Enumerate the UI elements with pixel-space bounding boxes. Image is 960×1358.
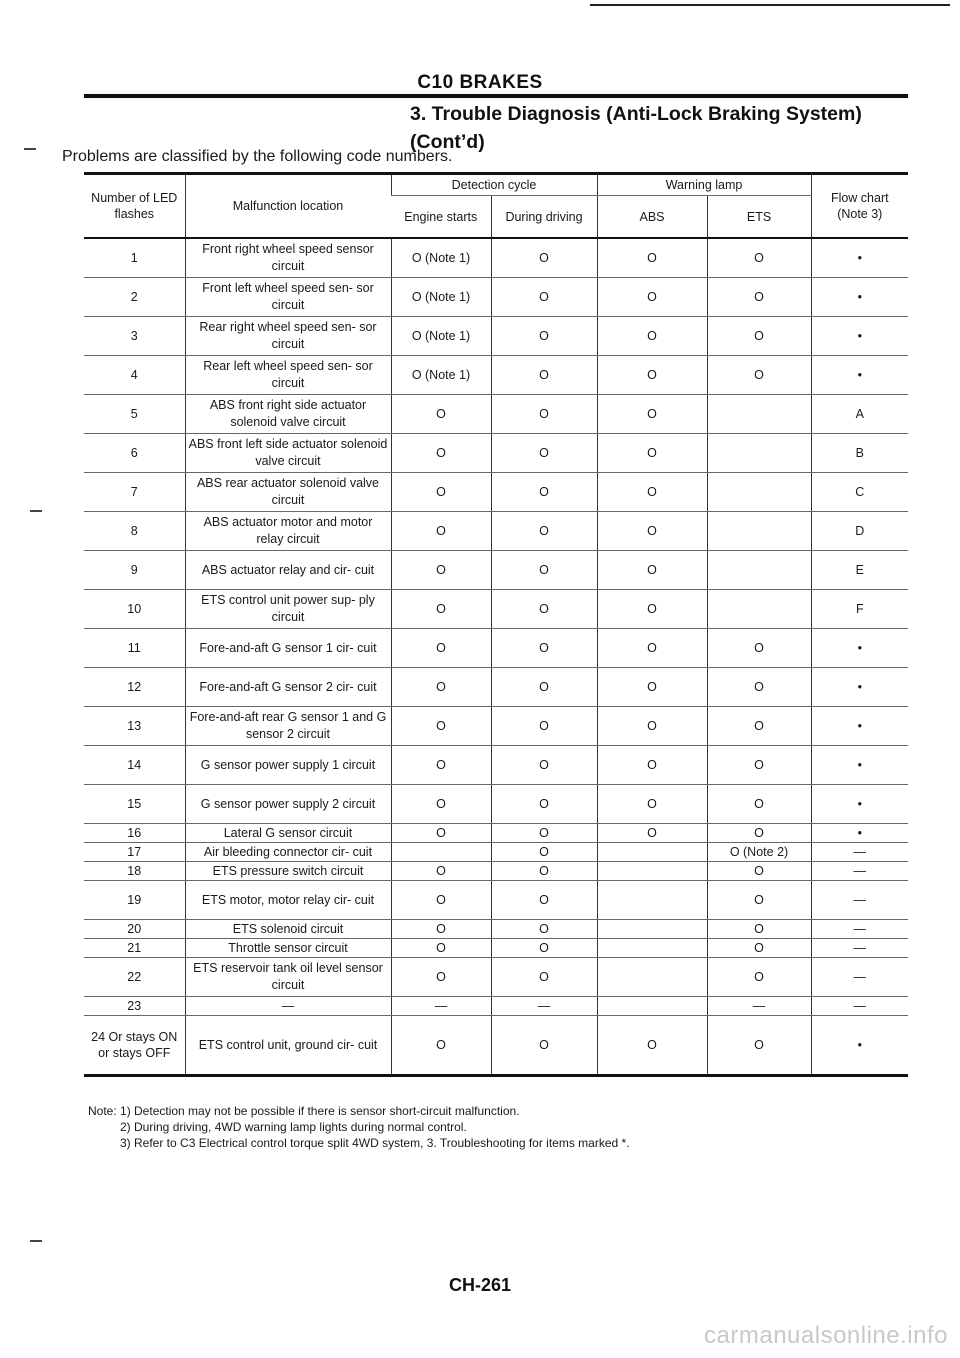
abs-lamp-cell: O	[597, 1016, 707, 1076]
during-driving-cell: O	[491, 668, 597, 707]
engine-starts-cell: O	[391, 551, 491, 590]
table-row	[84, 629, 908, 668]
engine-starts-cell: O	[391, 824, 491, 843]
header-during-driving: During driving	[491, 196, 597, 239]
ets-lamp-cell: O	[707, 785, 811, 824]
table-row	[84, 843, 908, 862]
engine-starts-cell: O (Note 1)	[391, 238, 491, 278]
engine-starts-cell: O	[391, 395, 491, 434]
during-driving-cell: O	[491, 881, 597, 920]
malfunction-location-cell: ABS actuator relay and cir- cuit	[185, 551, 391, 590]
header-malfunction-location: Malfunction location	[185, 174, 391, 239]
during-driving-cell: O	[491, 512, 597, 551]
led-flash-count-cell: 2	[84, 278, 185, 317]
engine-starts-cell: O	[391, 512, 491, 551]
table-row	[84, 395, 908, 434]
led-flash-count-cell: 10	[84, 590, 185, 629]
ets-lamp-cell: O	[707, 668, 811, 707]
engine-starts-cell: O	[391, 473, 491, 512]
flow-chart-cell: —	[811, 862, 908, 881]
during-driving-cell: O	[491, 395, 597, 434]
engine-starts-cell	[391, 843, 491, 862]
engine-starts-cell: O	[391, 785, 491, 824]
note-2: 2) During driving, 4WD warning lamp lights during normal control.	[120, 1120, 467, 1134]
engine-starts-cell: O	[391, 939, 491, 958]
led-flash-count-cell: 8	[84, 512, 185, 551]
ets-lamp-cell: O	[707, 746, 811, 785]
flow-chart-cell: —	[811, 843, 908, 862]
engine-starts-cell: O	[391, 1016, 491, 1076]
ets-lamp-cell: O	[707, 1016, 811, 1076]
during-driving-cell: O	[491, 824, 597, 843]
header-flow-chart: Flow chart (Note 3)	[811, 174, 908, 239]
led-flash-count-cell: 14	[84, 746, 185, 785]
during-driving-cell: O	[491, 958, 597, 997]
malfunction-location-cell: Fore-and-aft G sensor 1 cir- cuit	[185, 629, 391, 668]
flow-chart-cell: •	[811, 356, 908, 395]
table-row	[84, 824, 908, 843]
led-flash-count-cell: 6	[84, 434, 185, 473]
malfunction-location-cell: Lateral G sensor circuit	[185, 824, 391, 843]
flow-chart-cell: •	[811, 824, 908, 843]
led-flash-count-cell: 11	[84, 629, 185, 668]
ets-lamp-cell: O	[707, 278, 811, 317]
malfunction-location-cell: G sensor power supply 1 circuit	[185, 746, 391, 785]
abs-lamp-cell: O	[597, 434, 707, 473]
malfunction-location-cell: Front left wheel speed sen- sor circuit	[185, 278, 391, 317]
ets-lamp-cell: O	[707, 920, 811, 939]
flow-chart-cell: •	[811, 707, 908, 746]
led-flash-count-cell: 13	[84, 707, 185, 746]
ets-lamp-cell: O	[707, 629, 811, 668]
led-flash-count-cell: 20	[84, 920, 185, 939]
during-driving-cell: O	[491, 434, 597, 473]
abs-lamp-cell: O	[597, 746, 707, 785]
header-led-flashes: Number of LED flashes	[84, 174, 185, 239]
malfunction-location-cell: ETS control unit power sup- ply circuit	[185, 590, 391, 629]
table-row	[84, 997, 908, 1016]
flow-chart-cell: E	[811, 551, 908, 590]
abs-lamp-cell	[597, 862, 707, 881]
abs-lamp-cell	[597, 939, 707, 958]
during-driving-cell: —	[491, 997, 597, 1016]
abs-lamp-cell	[597, 997, 707, 1016]
flow-chart-cell: —	[811, 958, 908, 997]
led-flash-count-cell: 23	[84, 997, 185, 1016]
table-row	[84, 1016, 908, 1076]
flow-chart-cell: •	[811, 785, 908, 824]
table-row	[84, 746, 908, 785]
led-flash-count-cell: 1	[84, 238, 185, 278]
top-edge-line	[590, 4, 950, 6]
abs-lamp-cell: O	[597, 278, 707, 317]
header-ets: ETS	[707, 196, 811, 239]
abs-lamp-cell: O	[597, 824, 707, 843]
flow-chart-cell: •	[811, 629, 908, 668]
flow-chart-cell: •	[811, 746, 908, 785]
ets-lamp-cell: O	[707, 317, 811, 356]
abs-lamp-cell: O	[597, 785, 707, 824]
malfunction-location-cell: ABS actuator motor and motor relay circuit	[185, 512, 391, 551]
flow-chart-cell: D	[811, 512, 908, 551]
abs-lamp-cell: O	[597, 590, 707, 629]
led-flash-count-cell: 18	[84, 862, 185, 881]
malfunction-location-cell: ETS solenoid circuit	[185, 920, 391, 939]
flow-chart-cell: A	[811, 395, 908, 434]
intro-text: Problems are classified by the following code numbers.	[62, 148, 453, 165]
malfunction-location-cell: Throttle sensor circuit	[185, 939, 391, 958]
led-flash-count-cell: 19	[84, 881, 185, 920]
led-flash-count-cell: 12	[84, 668, 185, 707]
ets-lamp-cell	[707, 551, 811, 590]
during-driving-cell: O	[491, 356, 597, 395]
led-flash-count-cell: 16	[84, 824, 185, 843]
abs-lamp-cell	[597, 958, 707, 997]
flow-chart-cell: C	[811, 473, 908, 512]
header-detection-cycle: Detection cycle	[391, 174, 597, 196]
led-flash-count-cell: 21	[84, 939, 185, 958]
page-number: CH-261	[448, 1275, 512, 1295]
ets-lamp-cell: O	[707, 958, 811, 997]
engine-starts-cell: O	[391, 862, 491, 881]
header-engine-starts: Engine starts	[391, 196, 491, 239]
malfunction-location-cell: ETS control unit, ground cir- cuit	[185, 1016, 391, 1076]
malfunction-location-cell: Air bleeding connector cir- cuit	[185, 843, 391, 862]
ets-lamp-cell	[707, 590, 811, 629]
engine-starts-cell: O	[391, 746, 491, 785]
table-row	[84, 920, 908, 939]
ets-lamp-cell	[707, 473, 811, 512]
led-flash-count-cell: 17	[84, 843, 185, 862]
watermark: carmanualsonline.info	[704, 1322, 948, 1349]
flow-chart-cell: •	[811, 317, 908, 356]
table-row	[84, 317, 908, 356]
malfunction-location-cell: Fore-and-aft G sensor 2 cir- cuit	[185, 668, 391, 707]
engine-starts-cell: O	[391, 668, 491, 707]
during-driving-cell: O	[491, 1016, 597, 1076]
abs-lamp-cell: O	[597, 317, 707, 356]
ets-lamp-cell	[707, 395, 811, 434]
engine-starts-cell: O	[391, 707, 491, 746]
engine-starts-cell: —	[391, 997, 491, 1016]
malfunction-location-cell: ETS pressure switch circuit	[185, 862, 391, 881]
during-driving-cell: O	[491, 862, 597, 881]
table-row	[84, 707, 908, 746]
table-row	[84, 958, 908, 997]
ets-lamp-cell	[707, 434, 811, 473]
table-row	[84, 473, 908, 512]
engine-starts-cell: O	[391, 629, 491, 668]
ets-lamp-cell: O (Note 2)	[707, 843, 811, 862]
margin-mark	[30, 510, 42, 512]
note-1: Note: 1) Detection may not be possible if there is sensor short-circuit malfunction.	[88, 1104, 520, 1118]
flow-chart-cell: —	[811, 939, 908, 958]
flow-chart-cell: B	[811, 434, 908, 473]
during-driving-cell: O	[491, 317, 597, 356]
code-rows	[84, 238, 908, 1076]
abs-lamp-cell	[597, 843, 707, 862]
header-warning-lamp: Warning lamp	[597, 174, 811, 196]
led-flash-count-cell: 7	[84, 473, 185, 512]
during-driving-cell: O	[491, 238, 597, 278]
table-row	[84, 862, 908, 881]
malfunction-location-cell: Fore-and-aft rear G sensor 1 and G sensor 2 circuit	[185, 707, 391, 746]
engine-starts-cell: O	[391, 920, 491, 939]
ets-lamp-cell: O	[707, 238, 811, 278]
abs-lamp-cell: O	[597, 238, 707, 278]
ets-lamp-cell: O	[707, 707, 811, 746]
page-subtitle	[410, 100, 930, 156]
malfunction-location-cell: Front right wheel speed sensor circuit	[185, 238, 391, 278]
table-row	[84, 939, 908, 958]
flow-chart-cell: •	[811, 668, 908, 707]
section-title: C10 BRAKES	[417, 72, 543, 93]
malfunction-location-cell: —	[185, 997, 391, 1016]
flow-chart-cell: •	[811, 278, 908, 317]
flow-chart-cell: —	[811, 881, 908, 920]
malfunction-location-cell: Rear right wheel speed sen- sor circuit	[185, 317, 391, 356]
malfunction-location-cell: ABS front left side actuator solenoid valve circuit	[185, 434, 391, 473]
engine-starts-cell: O	[391, 434, 491, 473]
engine-starts-cell: O	[391, 881, 491, 920]
diagnosis-code-table	[84, 172, 908, 1077]
title-rule	[84, 94, 908, 98]
engine-starts-cell: O (Note 1)	[391, 278, 491, 317]
ets-lamp-cell: O	[707, 824, 811, 843]
table-row	[84, 356, 908, 395]
table-row	[84, 512, 908, 551]
led-flash-count-cell: 24 Or stays ON or stays OFF	[84, 1016, 185, 1076]
table-row	[84, 785, 908, 824]
header-abs: ABS	[597, 196, 707, 239]
ets-lamp-cell: O	[707, 881, 811, 920]
flow-chart-cell: •	[811, 238, 908, 278]
engine-starts-cell: O (Note 1)	[391, 356, 491, 395]
during-driving-cell: O	[491, 551, 597, 590]
malfunction-location-cell: ETS reservoir tank oil level sensor circuit	[185, 958, 391, 997]
flow-chart-cell: —	[811, 920, 908, 939]
abs-lamp-cell: O	[597, 668, 707, 707]
abs-lamp-cell: O	[597, 395, 707, 434]
table-row	[84, 668, 908, 707]
abs-lamp-cell: O	[597, 512, 707, 551]
ets-lamp-cell: O	[707, 356, 811, 395]
led-flash-count-cell: 9	[84, 551, 185, 590]
during-driving-cell: O	[491, 278, 597, 317]
ets-lamp-cell	[707, 512, 811, 551]
table-row	[84, 551, 908, 590]
ets-lamp-cell: O	[707, 862, 811, 881]
notes	[88, 1103, 908, 1151]
table-row	[84, 434, 908, 473]
table-row	[84, 881, 908, 920]
led-flash-count-cell: 15	[84, 785, 185, 824]
abs-lamp-cell: O	[597, 629, 707, 668]
ets-lamp-cell: O	[707, 939, 811, 958]
abs-lamp-cell: O	[597, 551, 707, 590]
during-driving-cell: O	[491, 629, 597, 668]
abs-lamp-cell	[597, 920, 707, 939]
flow-chart-cell: F	[811, 590, 908, 629]
abs-lamp-cell: O	[597, 356, 707, 395]
table-row	[84, 238, 908, 278]
table-row	[84, 590, 908, 629]
malfunction-location-cell: ABS front right side actuator solenoid valve circuit	[185, 395, 391, 434]
malfunction-location-cell: Rear left wheel speed sen- sor circuit	[185, 356, 391, 395]
during-driving-cell: O	[491, 843, 597, 862]
flow-chart-cell: —	[811, 997, 908, 1016]
abs-lamp-cell	[597, 881, 707, 920]
flow-chart-cell: •	[811, 1016, 908, 1076]
during-driving-cell: O	[491, 785, 597, 824]
during-driving-cell: O	[491, 746, 597, 785]
malfunction-location-cell: ETS motor, motor relay cir- cuit	[185, 881, 391, 920]
ets-lamp-cell: —	[707, 997, 811, 1016]
table-row	[84, 278, 908, 317]
during-driving-cell: O	[491, 473, 597, 512]
engine-starts-cell: O	[391, 590, 491, 629]
abs-lamp-cell: O	[597, 707, 707, 746]
abs-lamp-cell: O	[597, 473, 707, 512]
engine-starts-cell: O (Note 1)	[391, 317, 491, 356]
subtitle-line-2: (Cont’d)	[410, 131, 485, 153]
during-driving-cell: O	[491, 707, 597, 746]
note-3: 3) Refer to C3 Electrical control torque split 4WD system, 3. Troubleshooting for items marked *.	[120, 1136, 630, 1150]
subtitle-line-1: 3. Trouble Diagnosis (Anti-Lock Braking System)	[410, 103, 862, 125]
margin-mark	[24, 148, 36, 150]
engine-starts-cell: O	[391, 958, 491, 997]
led-flash-count-cell: 4	[84, 356, 185, 395]
led-flash-count-cell: 3	[84, 317, 185, 356]
during-driving-cell: O	[491, 939, 597, 958]
malfunction-location-cell: G sensor power supply 2 circuit	[185, 785, 391, 824]
margin-mark	[30, 1240, 42, 1242]
malfunction-location-cell: ABS rear actuator solenoid valve circuit	[185, 473, 391, 512]
during-driving-cell: O	[491, 590, 597, 629]
led-flash-count-cell: 5	[84, 395, 185, 434]
led-flash-count-cell: 22	[84, 958, 185, 997]
during-driving-cell: O	[491, 920, 597, 939]
